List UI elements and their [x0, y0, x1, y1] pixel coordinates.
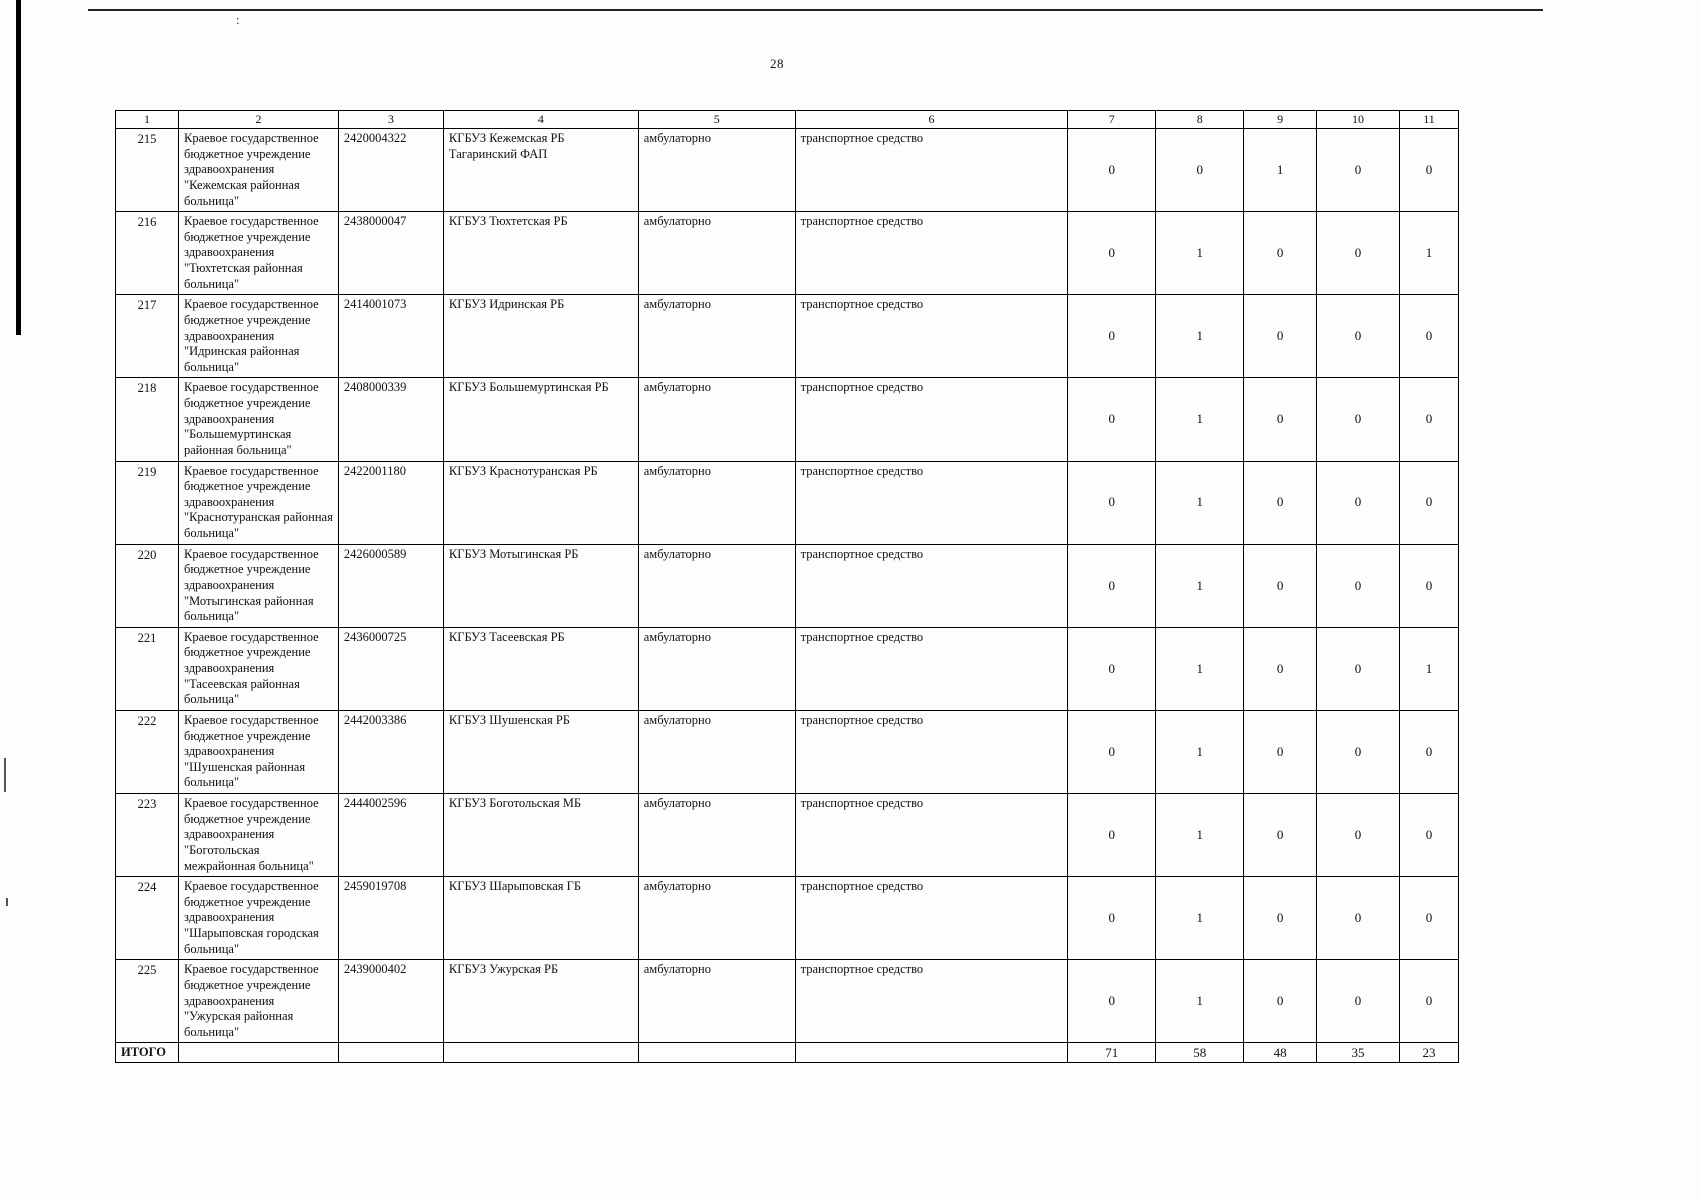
table-row: [116, 960, 1459, 1043]
org-short-name: КГБУЗ Боготольская МБ: [443, 794, 638, 877]
org-full-name: Краевое государственное бюджетное учреждение здравоохранения "Тюхтетская районная больница": [178, 212, 338, 295]
col10-value: 0: [1317, 877, 1400, 960]
row-number: 225: [116, 960, 179, 1043]
care-type: амбулаторно: [638, 378, 795, 461]
col8-value: 1: [1156, 710, 1244, 793]
col8-value: 1: [1156, 461, 1244, 544]
care-type: амбулаторно: [638, 295, 795, 378]
table-body: [116, 129, 1459, 1043]
inn: 2444002596: [338, 794, 443, 877]
page-number: 28: [770, 56, 784, 71]
table-footer: [116, 1043, 1459, 1063]
org-full-name: Краевое государственное бюджетное учреждение здравоохранения "Идринская районная больница": [178, 295, 338, 378]
header-col-1: 1: [116, 111, 179, 129]
total-col7: 71: [1068, 1043, 1156, 1063]
scan-edge-artifact: [16, 0, 21, 335]
empty-cell: [178, 1043, 338, 1063]
inn: 2459019708: [338, 877, 443, 960]
table-row: [116, 378, 1459, 461]
equipment-type: транспортное средство: [795, 212, 1068, 295]
org-full-name: Краевое государственное бюджетное учреждение здравоохранения "Большемуртинская районная больница": [178, 378, 338, 461]
org-full-name: Краевое государственное бюджетное учреждение здравоохранения "Шушенская районная больница": [178, 710, 338, 793]
inn: 2414001073: [338, 295, 443, 378]
data-table: [115, 110, 1459, 1063]
row-number: 223: [116, 794, 179, 877]
col8-value: 0: [1156, 129, 1244, 212]
col8-value: 1: [1156, 544, 1244, 627]
table-row: [116, 794, 1459, 877]
col9-value: 0: [1244, 378, 1317, 461]
care-type: амбулаторно: [638, 627, 795, 710]
row-number: 219: [116, 461, 179, 544]
inn: 2438000047: [338, 212, 443, 295]
table-row: [116, 129, 1459, 212]
inn: 2436000725: [338, 627, 443, 710]
equipment-type: транспортное средство: [795, 295, 1068, 378]
scan-speck: [4, 758, 6, 792]
col7-value: 0: [1068, 378, 1156, 461]
col8-value: 1: [1156, 295, 1244, 378]
org-short-name: КГБУЗ Шушенская РБ: [443, 710, 638, 793]
col8-value: 1: [1156, 378, 1244, 461]
col11-value: 0: [1399, 710, 1458, 793]
inn: 2408000339: [338, 378, 443, 461]
equipment-type: транспортное средство: [795, 129, 1068, 212]
empty-cell: [795, 1043, 1068, 1063]
header-row: [116, 111, 1459, 129]
care-type: амбулаторно: [638, 877, 795, 960]
col11-value: 0: [1399, 544, 1458, 627]
col11-value: 0: [1399, 378, 1458, 461]
equipment-type: транспортное средство: [795, 627, 1068, 710]
col8-value: 1: [1156, 877, 1244, 960]
table-row: [116, 461, 1459, 544]
empty-cell: [443, 1043, 638, 1063]
table-row: [116, 627, 1459, 710]
col9-value: 0: [1244, 295, 1317, 378]
org-short-name: КГБУЗ Краснотуранская РБ: [443, 461, 638, 544]
col7-value: 0: [1068, 794, 1156, 877]
equipment-type: транспортное средство: [795, 794, 1068, 877]
row-number: 221: [116, 627, 179, 710]
col11-value: 0: [1399, 960, 1458, 1043]
total-col11: 23: [1399, 1043, 1458, 1063]
org-short-name: КГБУЗ Ужурская РБ: [443, 960, 638, 1043]
org-full-name: Краевое государственное бюджетное учреждение здравоохранения "Кежемская районная больница": [178, 129, 338, 212]
org-full-name: Краевое государственное бюджетное учреждение здравоохранения "Шарыповская городская больница": [178, 877, 338, 960]
scan-top-rule: [88, 9, 1543, 11]
empty-cell: [338, 1043, 443, 1063]
table-row: [116, 295, 1459, 378]
col7-value: 0: [1068, 129, 1156, 212]
col7-value: 0: [1068, 960, 1156, 1043]
header-col-4: 4: [443, 111, 638, 129]
header-col-9: 9: [1244, 111, 1317, 129]
header-col-8: 8: [1156, 111, 1244, 129]
org-short-name: КГБУЗ Тасеевская РБ: [443, 627, 638, 710]
header-col-6: 6: [795, 111, 1068, 129]
col9-value: 0: [1244, 794, 1317, 877]
col10-value: 0: [1317, 710, 1400, 793]
total-col8: 58: [1156, 1043, 1244, 1063]
col11-value: 0: [1399, 129, 1458, 212]
col11-value: 1: [1399, 627, 1458, 710]
table-row: [116, 212, 1459, 295]
header-col-5: 5: [638, 111, 795, 129]
col7-value: 0: [1068, 877, 1156, 960]
col7-value: 0: [1068, 212, 1156, 295]
col11-value: 0: [1399, 295, 1458, 378]
col9-value: 0: [1244, 877, 1317, 960]
row-number: 220: [116, 544, 179, 627]
org-short-name: КГБУЗ Идринская РБ: [443, 295, 638, 378]
inn: 2420004322: [338, 129, 443, 212]
row-number: 217: [116, 295, 179, 378]
row-number: 222: [116, 710, 179, 793]
org-short-name: КГБУЗ Мотыгинская РБ: [443, 544, 638, 627]
col10-value: 0: [1317, 544, 1400, 627]
scan-speck: [6, 898, 8, 906]
header-col-2: 2: [178, 111, 338, 129]
col10-value: 0: [1317, 295, 1400, 378]
col10-value: 0: [1317, 212, 1400, 295]
col9-value: 1: [1244, 129, 1317, 212]
org-full-name: Краевое государственное бюджетное учреждение здравоохранения "Мотыгинская районная больница": [178, 544, 338, 627]
org-full-name: Краевое государственное бюджетное учреждение здравоохранения "Ужурская районная больница": [178, 960, 338, 1043]
org-short-name: КГБУЗ Шарыповская ГБ: [443, 877, 638, 960]
row-number: 216: [116, 212, 179, 295]
total-col10: 35: [1317, 1043, 1400, 1063]
org-short-name: КГБУЗ Тюхтетская РБ: [443, 212, 638, 295]
col8-value: 1: [1156, 794, 1244, 877]
inn: 2442003386: [338, 710, 443, 793]
col7-value: 0: [1068, 461, 1156, 544]
header-col-10: 10: [1317, 111, 1400, 129]
care-type: амбулаторно: [638, 544, 795, 627]
col10-value: 0: [1317, 794, 1400, 877]
row-number: 215: [116, 129, 179, 212]
healthcare-institutions-table: [115, 110, 1459, 1063]
care-type: амбулаторно: [638, 960, 795, 1043]
col11-value: 1: [1399, 212, 1458, 295]
col8-value: 1: [1156, 627, 1244, 710]
row-number: 218: [116, 378, 179, 461]
col7-value: 0: [1068, 710, 1156, 793]
col7-value: 0: [1068, 295, 1156, 378]
header-col-11: 11: [1399, 111, 1458, 129]
total-row: [116, 1043, 1459, 1063]
col11-value: 0: [1399, 877, 1458, 960]
total-col9: 48: [1244, 1043, 1317, 1063]
col9-value: 0: [1244, 627, 1317, 710]
col10-value: 0: [1317, 129, 1400, 212]
care-type: амбулаторно: [638, 794, 795, 877]
col7-value: 0: [1068, 627, 1156, 710]
table-row: [116, 877, 1459, 960]
col10-value: 0: [1317, 461, 1400, 544]
inn: 2426000589: [338, 544, 443, 627]
col9-value: 0: [1244, 544, 1317, 627]
equipment-type: транспортное средство: [795, 960, 1068, 1043]
header-col-3: 3: [338, 111, 443, 129]
care-type: амбулаторно: [638, 710, 795, 793]
table-row: [116, 544, 1459, 627]
col8-value: 1: [1156, 212, 1244, 295]
header-col-7: 7: [1068, 111, 1156, 129]
col10-value: 0: [1317, 627, 1400, 710]
equipment-type: транспортное средство: [795, 877, 1068, 960]
table-header: [116, 111, 1459, 129]
care-type: амбулаторно: [638, 129, 795, 212]
col10-value: 0: [1317, 378, 1400, 461]
col9-value: 0: [1244, 212, 1317, 295]
total-label: ИТОГО: [116, 1043, 179, 1063]
equipment-type: транспортное средство: [795, 378, 1068, 461]
org-short-name: КГБУЗ Кежемская РБ Тагаринский ФАП: [443, 129, 638, 212]
org-short-name: КГБУЗ Большемуртинская РБ: [443, 378, 638, 461]
col9-value: 0: [1244, 710, 1317, 793]
col11-value: 0: [1399, 794, 1458, 877]
table-row: [116, 710, 1459, 793]
care-type: амбулаторно: [638, 461, 795, 544]
col7-value: 0: [1068, 544, 1156, 627]
empty-cell: [638, 1043, 795, 1063]
row-number: 224: [116, 877, 179, 960]
inn: 2439000402: [338, 960, 443, 1043]
col8-value: 1: [1156, 960, 1244, 1043]
equipment-type: транспортное средство: [795, 544, 1068, 627]
inn: 2422001180: [338, 461, 443, 544]
col11-value: 0: [1399, 461, 1458, 544]
col9-value: 0: [1244, 960, 1317, 1043]
scan-speck: :: [236, 12, 240, 27]
care-type: амбулаторно: [638, 212, 795, 295]
equipment-type: транспортное средство: [795, 710, 1068, 793]
org-full-name: Краевое государственное бюджетное учреждение здравоохранения "Тасеевская районная больница": [178, 627, 338, 710]
org-full-name: Краевое государственное бюджетное учреждение здравоохранения "Боготольская межрайонная больница": [178, 794, 338, 877]
col9-value: 0: [1244, 461, 1317, 544]
org-full-name: Краевое государственное бюджетное учреждение здравоохранения "Краснотуранская районная больница": [178, 461, 338, 544]
equipment-type: транспортное средство: [795, 461, 1068, 544]
col10-value: 0: [1317, 960, 1400, 1043]
